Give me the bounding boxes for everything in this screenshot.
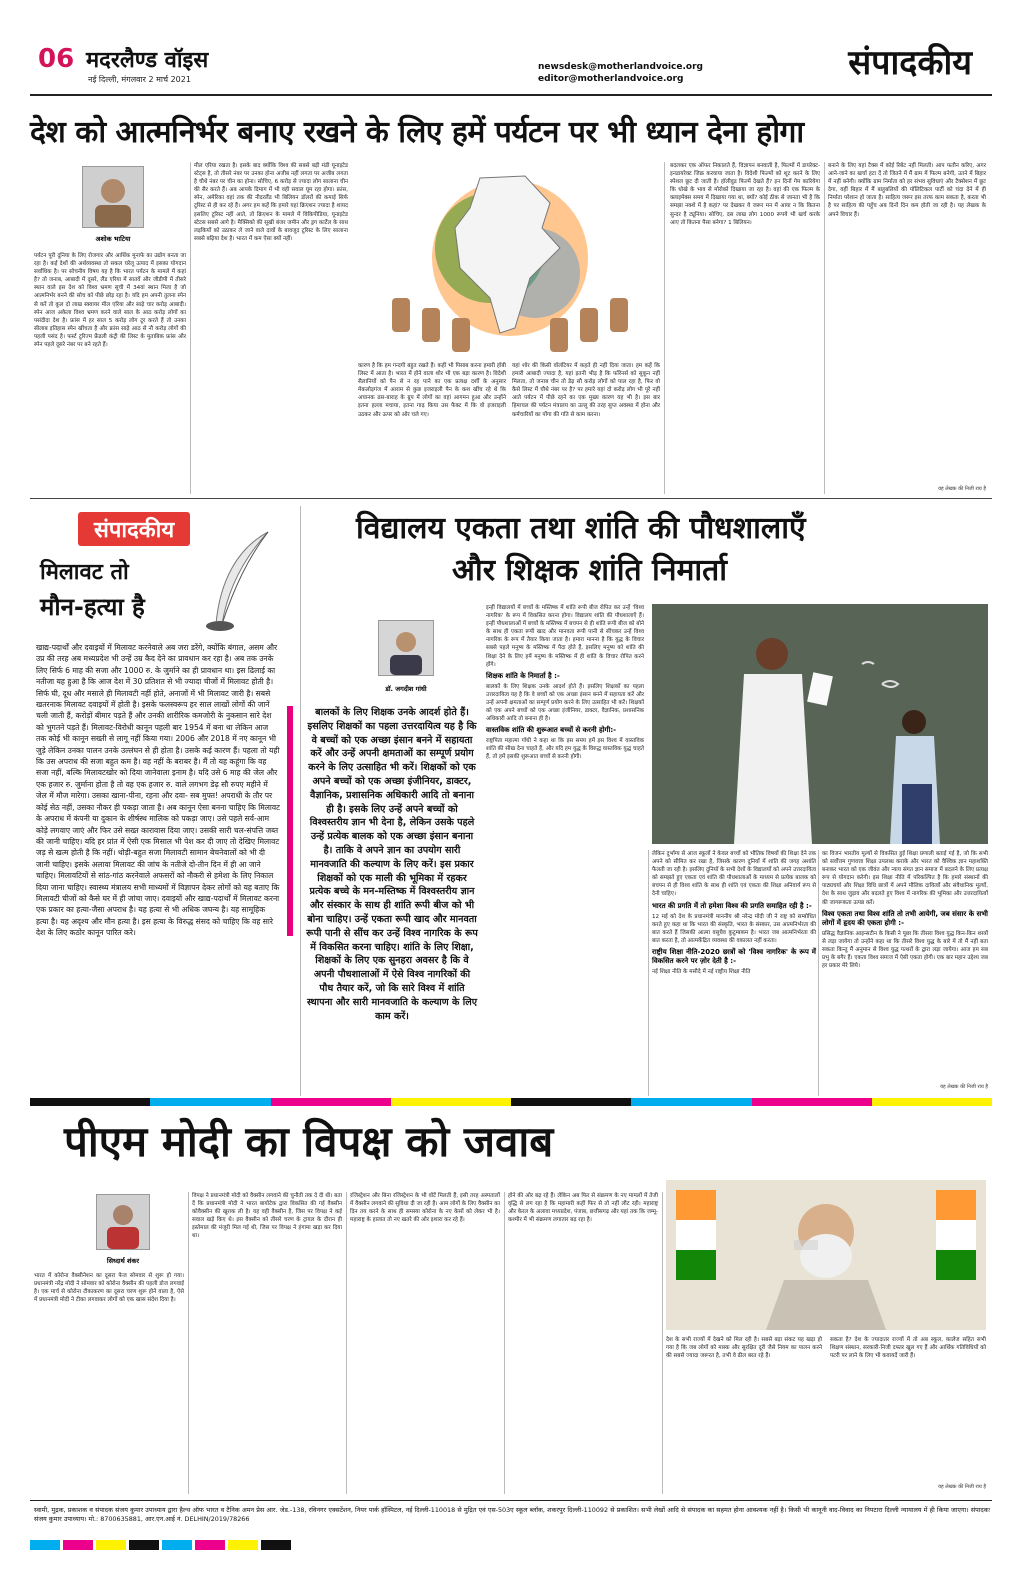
article1-author: अशोक भाटिया bbox=[95, 235, 131, 243]
article2-note: यह लेखक की निजी राय है bbox=[940, 1084, 988, 1090]
divider bbox=[30, 1500, 992, 1501]
author-photo bbox=[378, 620, 434, 676]
classroom-photo bbox=[652, 604, 988, 844]
section-label: संपादकीय bbox=[848, 43, 972, 83]
article1-col4: यहां शोर की किसी वॉलंटियर में कहते ही नहीं दिया जाता। हम कहें कि हमारी आबादी ज्यादा है, यहां इतनी भीड़ है कि फॉरेनर्स को सुकून नहीं मिलता, तो जनाब चीन तो डेढ़ सौ करोड़ लोगों को पाल रहा है, फिर वो कैसे लिस्ट में चौथे नंबर पर है? पर हमारे यहां दो करोड़ लोग भी पूरे नहीं आते पर्यटन में पीछे रहने का एक मुख्य कारण यह भी है। इस बार हिमाचल की पर्यटन मंत्रालय का उल्लू की तरह सुप्त अवस्था में होना और कर्मचारियों का पोंगा की गति से काम करना। bbox=[512, 363, 660, 418]
sampadakiya-headline-2: मौन-हत्या है bbox=[40, 593, 145, 621]
article2-col1 bbox=[486, 604, 644, 944]
article3-col1: भारत में कोरोना वैक्सीनेशन का दूसरा फेज सोमवार से शुरू हो गया। प्रधानमंत्री नरेंद्र मोदी ने सोमवार को कोरोना वैक्सीन की पहली डोज लगवाई है। एक मार्च से कोरोना टीकाकरण का दूसरा चरण शुरू होने वाला है, ऐसे में प्रधानमंत्री मोदी ने टीका लगवाकर लोगों को एक खास संदेश दिया है। bbox=[34, 1273, 184, 1304]
masthead bbox=[0, 0, 1024, 98]
color-strip bbox=[30, 1098, 992, 1106]
divider bbox=[190, 162, 191, 494]
divider bbox=[664, 162, 665, 494]
article2-col3-text: का विजन भारतीय मूल्यों से विकसित हुई शिक्षा प्रणाली बताई गई है, जो कि सभी को सर्वोत्तम गुणवत्ता शिक्षा उपलब्ध कराके और भारत को वैश्विक ज्ञान महाशक्ति बनाकर भारत को एक जीवंत और न्याय संगत ज्ञान समाज में बदलने के लिए प्रत्यक्ष रूप से योगदान करेगी। इस शिक्षा नीति में परिकल्पित है कि हमारे संस्थानों की पाठ्यचर्या और शिक्षा विधि छात्रों में अपने मौलिक दायित्वों और संवैधानिक मूल्यों, देश के साथ जुड़ाव और बदलते हुए विश्व में नागरिक की भूमिका और उत्तरदायित्वों की जागरूकता उत्पन्न करें। bbox=[822, 851, 988, 906]
article2-col3b-text: प्रसिद्ध वैज्ञानिक आइन्सटीन के किसी ने पूछा कि तीसरा विश्व युद्ध किन-किन शस्त्रों से लड़ा जायेगा तो उन्होंने कहा था कि तीसरे विश्व युद्ध के बारे में तो मैं नहीं बता सकता किन्तु मैं अनुमान से विश्व युद्ध पत्थरों के द्वारा लड़ा जायेगा। आज हम सब प्रभु के बगैर हैं। एकता विश्व समाज में ऐसी एकता होगी। एक बार महान उद्देश्य जब हर प्रकार मेरे लिये। bbox=[822, 930, 988, 970]
article2-col2 bbox=[652, 850, 816, 1094]
article2-author: डॉ. जगदीश गांधी bbox=[385, 685, 427, 693]
divider bbox=[662, 1192, 663, 1494]
article2-col2-text: लेकिन दुर्भाग्य से आज स्कूलों ने केवल बच्चों को भौतिक विषयों की शिक्षा देने तक अपने को सीमित कर रखा है, जिसके कारण दुनियाँ में शांति की जगह अशांति फैलती जा रही है। इसलिए दुनियाँ के सभी देशों के विद्यालयों को अपने उत्तरदायित्व को समझते हुए एकता एवं शांति की पौधशालाओं के माध्यम से प्रत्येक बालक को बचपन से ही विश्व शांति के साथ ही शांति एवं एकता की शिक्षा अनिवार्य रूप से देनी चाहिए। bbox=[652, 851, 816, 898]
divider bbox=[346, 1192, 347, 1494]
divider bbox=[648, 850, 649, 1096]
article2-col1-text: इन्हीं विद्यालयों में बच्चों के मस्तिष्क में शांति रूपी बीज रोपित कर उन्हें 'विश्व नागरिक' के रूप में विकसित करना होगा। विद्यालय शांति की पौधशालाएँ हैं। इन्हीं पौधशालाओं में बच्चों के मस्तिष्क में बचपन से ही शांति रूपी बीज को बोने के साथ ही एकता रूपी खाद और मानवता रूपी पानी से सींचकर उन्हें विश्व नागरिक के रूप में तैयार किया जाता है। हमारा मानना है कि युद्ध के विचार सबसे पहले मनुष्य के मस्तिष्क में पैदा होते हैं, इसलिए मनुष्य को शांति की शिक्षा देने के लिए हमें मनुष्य के मस्तिष्क में ही शांति के विचार रोपित करने होंगे। bbox=[486, 605, 644, 668]
article2-subhead-2: वास्तविक शांति की शुरूआत बच्चों से करनी होगी:- bbox=[486, 726, 617, 735]
article1-col1: पर्यटन पूरी दुनिया के लिए रोजगार और आर्थिक मुनाफे का उद्योग बनता जा रहा है। कई देशों की अर्थव्यवस्था तो सकल घरेलू उत्पाद में इसका योगदान सर्वाधिक है। पर सोचनीय विषय यह है कि भारत पर्यटन के मामले में कहां है? तो जनाब, आबादी में दूसरे, लैंड एरिया में सातवें और जीडीपी में तीसरे स्थान वाले इस देश को विश्व भ्रमण सूची में 34वां स्थान मिला है जो आत्मनिर्भर बनने की सोच को पीछे छोड़ रहा है। यदि हम अपनी तुलना स्पेन से करें तो कुल दो लाख स्क्वायर मील एरिया और साढ़े चार करोड़ आबादी। स्पेन आज अकेला विश्व भ्रमण करने वाले साल के आठ करोड़ लोगों का पसंदीदा देश है। फ्रांस में हर साल 5 करोड़ लोग टूर करते हैं तो उनका सीलाब इतिहास स्पेन खींचता है और फ्रांस साढ़े आठ से नौ करोड़ लोगों की पहली पसंद है। फर्स्ट टूरिज्म फ्रेंडली कंट्री की लिस्ट के मुताबिक फ्रांस और स्पेन पहले दूसरे नंबर पर बने रहते हैं। bbox=[34, 253, 186, 349]
author-photo bbox=[82, 166, 144, 228]
article1-col3: कारण है कि हम गन्दगी बहुत रखते हैं। कहीं भी पिसाब करना हमारी हॉबी लिस्ट में आता है। भारत में होने वाला शोर भी एक बड़ा कारण है। विदेशी सैलानियों को पैन से न रह पाने का एक प्रत्यक्ष दर्शी के अनुसार मेकलोड़गंज में आराम से कुछ इजराइली पैन के कश खींच रहे थे कि अचानक ढस-बाराह के ग्रुप में लोगों का वहां आगमन हुआ और उन्होंने इतना हल्ला मचाया, इतना गाढ़ किया उस फैक्ट में कि वो इजराइली उठकर और ऊपर को ओर चले गए। bbox=[358, 363, 506, 418]
divider bbox=[300, 506, 301, 1096]
article3-col2: विपक्ष ने प्रधानमंत्री मोदी को वैक्सीन लगवाने की चुनौती तक दे दी थी। बता दें कि प्रधानमंत्री मोदी ने भारत बायोटेक द्वारा विकसित की गई वैक्सीन कोवैक्सीन की खुराक ली है। यह वही वैक्सीन है, जिस पर विपक्ष ने कई सवाल खड़े किए थे। इस वैक्सीन को तीसरे चरण के ट्रायल के दौरान ही इस्तेमाल की मंजूरी मिल गई थी, जिस पर विपक्ष ने हंगामा खड़ा कर दिया था। bbox=[192, 1193, 342, 1240]
sampadakiya-body: खाद्य-पदार्थों और दवाइयों में मिलावट करनेवाले अब जरा डरेंगे, क्योंकि बंगाल, असम और उप्र की तरह अब मध्यप्रदेश भी उन्हें उम्र कैद देने का प्रावधान कर रहा है। अब तक उनके लिए सिर्फ 6 माह की सजा और 1000 रु. के जुर्माने का ही प्रावधान था। इस ढिलाई का नतीजा यह हुआ है कि आज देश में 30 प्रतिशत से भी ज्यादा चीजों में मिलावट होती है। सिर्फ घी, दूध और मसाले ही मिलावटी नहीं होते, अनाजों में भी मिलावट जारी है। सबसे खतरनाक मिलावट दवाइयों में होती है। इसके फलस्वरूप हर साल लाखों लोगों की जानें चली जाती हैं, करोड़ों बीमार पड़ते हैं और उनकी शारीरिक कमजोरी के नुकसान सारे देश को भुगतने पड़ते हैं। मिलावट-विरोधी कानून पहली बार 1954 में बना था लेकिन आज तक कोई भी कानून सख्ती से लागू नहीं किया गया। 2006 और 2018 में नए कानून भी जुड़े लेकिन उनका पालन उनके उल्लंघन से ही होता है। उसके कई कारण हैं। पहला तो यही कि उस अपराध की सजा बहुत कम है। वह नहीं के बराबर है। मैं तो यह कहूंगा कि वह सजा नहीं, बल्कि मिलावटखोर को दिया जानेवाला इनाम है। यदि उसे 6 माह की जेल और एक हजार रु. जुर्माना होता है तो वह एक हजार रु. वाले लगभग डेढ़ सौ रुपए महीने में जेल में मौज मारेगा। उसका खाना-पीना, रहना और दवा- सब मुफ्त! अपराधी के तौर पर कोई सेठ नहीं, उसका नौकर ही पकड़ा जाता है। अब कानून ऐसा बनना चाहिए कि मिलावट के अपराध में कंपनी या दुकान के शीर्षस्थ मालिक को पकड़ा जाए। उसे पहले सर्व-आम कोड़े लगवाए जाएं और फिर उसे सख्त कारावास दिया जाए। उसकी सारी चल-संपत्ति जब्त की जानी चाहिए। यदि हर प्रांत में ऐसी एक मिसाल भी पेश कर दी जाए तो देखिए मिलावट जड़ से खत्म होती है कि नहीं। थोड़ी-बहुत सजा मिलावटी सामान बेचनेवालों को भी दी जानी चाहिए। इसके अलावा मिलावट की जांच के नतीजे दो-तीन दिन में ही आ जाने चाहिए। मिलावटियों से सांठ-गांठ करनेवाले अफसरों को नौकरी से हमेशा के लिए निकाल दिया जाना चाहिए। स्वास्थ्य मंत्रालय सभी माध्यमों में विज्ञापन देकर लोगों को यह बताए कि मिलावटी चीजों को कैसे घर में ही जांचा जाए। दवाइयों और खाद्य-पदार्थों में मिलावट करना एक प्रकार का हत्या-जैसा अपराध है। यह हत्या से भी अधिक जघन्य है। यह सामूहिक हत्या है। यह अदृश्य और मौन हत्या है। इस हत्या के विरुद्ध संसद को चाहिए कि वह सारे देश के लिए कठोर कानून पारित करे। bbox=[36, 643, 280, 938]
registration-marks bbox=[30, 1540, 992, 1550]
article2-headline-line2: और शिक्षक शांति निमार्ता bbox=[452, 553, 728, 588]
divider bbox=[824, 162, 825, 494]
article2-col1c-text: राष्ट्रपिता महात्मा गाँधी ने कहा था कि इस समय हमें इस विश्व में वास्तविक शांति की सीख देना चाहते हैं, और यदि हम युद्ध के विरुद्ध वास्तविक युद्ध चाहते हैं, तो हमें इसकी शुरूआत बच्चों से करनी होगी। bbox=[486, 738, 644, 761]
article3-col5: देश के सभी राज्यों में देखने को मिल रही है। सबसे बड़ा संकट यह खड़ा हो गया है कि जब लोगों को मास्क और सुरक्षित दूरी जैसे नियम का पालन करने की सबसे ज्यादा जरूरत है, तभी वे ढील बरत रहे हैं। bbox=[666, 1337, 822, 1360]
article3-col4: होने की ओर बढ़ रहे हैं। लेकिन अब फिर से संक्रमण के नए मामलों में तेजी वृद्धि से लग रहा है कि महामारी कहीं फिर से तो नहीं लौट रही। महाराष्ट्र और केरल के अलावा मध्यप्रदेश, पंजाब, छत्तीसगढ़ और यहां तक कि जम्मू-कश्मीर में भी संक्रमण लगातार बढ़ रहा है। bbox=[508, 1193, 658, 1224]
article2-pullquote: बालकों के लिए शिक्षक उनके आदर्श होते हैं। इसलिए शिक्षकों का पहला उत्तरदायित्व यह है कि वे बच्चों को एक अच्छा इंसान बनने में सहायता करें और उन्हें अपनी क्षमताओं का सम्पूर्ण प्रयोग करने के लिए उत्साहित भी करें। शिक्षकों को एक अपने बच्चों को एक अच्छा इंजीनियर, डाक्टर, वैज्ञानिक, प्रशासनिक अधिकारी आदि तो बनाना ही है। इसके लिए उन्हें अपने बच्चों को विश्वस्तरीय ज्ञान भी देना है, लेकिन उसके पहले उन्हें प्रत्येक बालक को एक अच्छा इंसान बनाना है। ताकि वे अपने ज्ञान का उपयोग सारी मानवजाति की कल्याण के लिए करें। इस प्रकार शिक्षकों को एक माली की भूमिका में रहकर प्रत्येक बच्चे के मन-मस्तिष्क में विश्वस्तरीय ज्ञान और संस्कार के साथ ही शांति रूपी बीज को भी बोना चाहिए। उन्हें एकता रूपी खाद और मानवता रूपी पानी से सींच कर उन्हें विश्व नागरिक के रूप में विकसित करना चाहिए। शांति के लिए शिक्षा, शिक्षकों के लिए एक सुनहरा अवसर है कि वे अपनी पौधशालाओं में ऐसे विश्व नागरिकों की पौध तैयार करें, जो कि सारे विश्व में शांति स्थापना और सारी मानवजाति के कल्याण के लिए काम करें। bbox=[306, 707, 478, 1022]
sampadakiya-label: संपादकीय bbox=[78, 512, 190, 546]
article3-col6: सकता है? देश के ज्यादातर राज्यों में तो अब स्कूल, कालेज सहित सभी शिक्षण संस्थान, सरकारी-निजी दफ्तर खुल गए हैं और आर्थिक गतिविधियों को पटरी पर लाने के लिए भी कवायदें जारी हैं। bbox=[830, 1337, 986, 1360]
email-editor: editor@motherlandvoice.org bbox=[538, 74, 684, 84]
divider bbox=[188, 1192, 189, 1494]
article2-col2c-text: नई शिक्षा नीति के मसौदे में नई राष्ट्रीय शिक्षा नीति bbox=[652, 968, 751, 975]
dateline: नई दिल्ली, मंगलवार 2 मार्च 2021 bbox=[88, 75, 191, 84]
article2-col2b-text: 12 मई को देश के प्रधानमंत्री माननीय श्री नरेन्द्र मोदी जी ने राष्ट्र को सम्बोधित करते हुए कहा था कि भारत की संस्कृति, भारत के संस्कार, उस आत्मनिर्भरता की बात करते हैं जिसकी आत्मा वसुधैव कुटुम्बकम है। भारत जब आत्मनिर्भरता की बात करता है, तो आत्मकेंद्रित व्यवस्था की वकालत नहीं करता। bbox=[652, 913, 816, 944]
article1-note: यह लेखक की निजी राय है bbox=[938, 486, 986, 492]
quill-pen-icon bbox=[198, 528, 278, 632]
article2-subhead-4: राष्ट्रीय शिक्षा नीति-2020 छात्रों को 'विश्व नागरिक' के रूप में विकसित करने पर ज़ोर देती है :- bbox=[652, 947, 816, 965]
article2-subhead-3: भारत की प्रगति में तो हमेशा विश्व की प्रगति समाहित रही है :- bbox=[652, 901, 812, 910]
pink-accent-bar bbox=[287, 706, 293, 936]
article1-col2: मील एरिया रखता है। इसके बाद क्योंकि विश्व की सबसे बड़ी मंडी यूनाइटेड स्टेट्स है, तो तीसरे नंबर पर उनका होना अजीब नहीं लगता पर अजीब लगता है चौथे नंबर पर चीन का होना। सोचिए, 6 करोड़ से ज्यादा लोग सालाना चीन की सैर करते हैं। अब आपके दिमाग में भी वही सवाल घूम रहा होगा। फ्रांस, स्पेन, अमेरिका वहां तक की नीदरलैंड भी बिलियन डॉलरों की कमाई सिर्फ टूरिस्ट से ही कर रहे हैं। अगर हम कहें कि हमारे यहां क्रिएशन ज्यादा है शायद इसलिए टूरिस्ट नहीं आते, तो क्रिएशन के मामले में विकिपीडिया, यूनाइटेड स्टेटस सबसे आगे है। मैक्सिको की सूखी बंजर जमीन और ड्रग कार्टेल के साथ लड़कियों को उठाकर ले जाने वाले दावों के बावजूद टूरिस्ट के लिए सालाना सबसे बढ़िया देश है। भारत में कम ऐसा क्यों नहीं। bbox=[194, 163, 348, 242]
masthead-rule bbox=[30, 94, 992, 96]
divider bbox=[30, 498, 992, 499]
pm-modi-photo bbox=[666, 1180, 986, 1330]
sampadakiya-headline-1: मिलावट तो bbox=[40, 560, 129, 585]
article1-col5: बदलकर एक ऑफर निकालते हैं, विज्ञापन बनवाती है, फिल्मों में डायरेक्ट-इनडायरेक्ट जिक्र करवाया जाता है। विदेशी फिल्मों को शूट करने के लिए स्पेशल छूट दी जाती है। हॉलीवुड फिल्में देखते हैं? इन दिनों गेम कारियेगा कि धोखे के भाव से मोरोको दिखाया जा रहा है। वहां की एक फिल्म के क्लाइमेक्स समय में दिखाया गया था, क्यों? कोई ठीक से जानता भी है कि समझा नक्शे में है कहां? पर देखकर ये जरूर मन में आया न कि कितना सुन्दर है ट्यूनिया। सोचिए, दस लाख लोग 1000 रूपये भी खर्च करके आए तो कितना पैसा बनेगा? 1 बिलियन। bbox=[670, 163, 820, 226]
author-photo bbox=[96, 1194, 150, 1250]
paper-name: मदरलैण्ड वॉइस bbox=[86, 48, 209, 73]
email-newsdesk: newsdesk@motherlandvoice.org bbox=[538, 62, 703, 72]
india-map-illustration bbox=[360, 158, 656, 358]
article2-col3 bbox=[822, 850, 988, 1080]
article3-headline: पीएम मोदी का विपक्ष को जवाब bbox=[64, 1117, 554, 1166]
article2-col1b-text: बालकों के लिए शिक्षक उनके आदर्श होते हैं। इसलिए शिक्षकों का पहला उत्तरदायित्व यह है कि वे बच्चों को एक अच्छा इंसान बनने में सहायता करें और उन्हें अपनी क्षमताओं का सम्पूर्ण प्रयोग करने के लिए उत्साहित भी करें। शिक्षकों को एक अपने बच्चों को एक अच्छा इंजीनियर, डाक्टर, वैज्ञानिक, प्रशासनिक अधिकारी आदि तो बनाना ही है। bbox=[486, 683, 644, 723]
article3-author: सिध्दार्थ शंकर bbox=[106, 1257, 140, 1265]
article3-col3: रजिस्ट्रेशन और बिना रजिस्ट्रेशन के भी वोटें मिलती हैं, इसी तरह अस्पतालों में वैक्सीन लगवाने की सुविधा दी जा रही है। आम लोगों के लिए वैक्सीन का दिन तय करने के साथ ही समस्या कोरोना के नए केसों को लेकर भी है। महाराष्ट्र के हालात तो नए खतरे की ओर इशारा कर रहे हैं। bbox=[350, 1193, 500, 1224]
article2-subhead-1: शिक्षक शांति के निमार्ता है :- bbox=[486, 671, 560, 680]
footer-imprint: स्वामी, मुद्रक, प्रकाशक व संपादक संजय कुमार उपाध्याय द्वारा हैल्थ ऑफ भारत व टैनिक अमन प्रेस आर. जेड.-138, रविनगर एक्सटेंशन, नियर पार्क हॉस्पिटल, नई दिल्ली-110018 से मुद्रित एवं एस-503ए स्कूल ब्लॉक, शकरपुर दिल्ली-110092 से प्रकाशित। सभी लेखों आदि से संपादक का सहमत होना आवश्यक नहीं है। किसी भी कानूनी वाद-विवाद का निपटारा दिल्ली न्यायालय में ही किया जाएगा। संपादकः संजय कुमार उपाध्याय। मो.: 8700635881, आर.एन.आई नं. DELHIN/2019/78266 bbox=[34, 1506, 990, 1523]
divider bbox=[818, 850, 819, 1096]
article2-headline-line1: विद्यालय एकता तथा शांति की पौधशालाएँ bbox=[356, 511, 806, 546]
page-number: 06 bbox=[38, 44, 75, 74]
article3-note: यह लेखक की निजी राय है bbox=[938, 1484, 986, 1490]
divider bbox=[504, 1192, 505, 1494]
article1-col6: बनाने के लिए यहां टैक्स में कोई रिबेट नहीं मिलती। आप फतौन करिए, अगर आने-जाने का खर्चा हटा दें तो जितने में मैं ग्राम में फिल्म बनेगी, उतने में बिहार में नहीं बनेगी। क्योंकि ग्राम निर्माता को हर संभव सुविधाएं और टैक्सेशन में छूट देगा, वहीं बिहार में मैं बाहुबलियों की पॉलिटिकल पार्टी को चंदा देने में ही निर्माता परेशान हो जाता है। साहित्य जरूर इस तरफ काम सकता है, करता भी है पर साहित्य की पहुँच अब दिनों दिन कम होती जा रही है। यह लेखक के अपने विचार हैं। bbox=[828, 163, 986, 218]
article2-subhead-5: विश्व एकता तथा विश्व शांति तो तभी आयेगी, जब संसार के सभी लोगों में हृदय की एकता होगी :- bbox=[822, 909, 988, 927]
article1-headline: देश को आत्मनिर्भर बनाए रखने के लिए हमें पर्यटन पर भी ध्यान देना होगा bbox=[30, 115, 804, 150]
sampadakiya-box bbox=[30, 506, 280, 636]
